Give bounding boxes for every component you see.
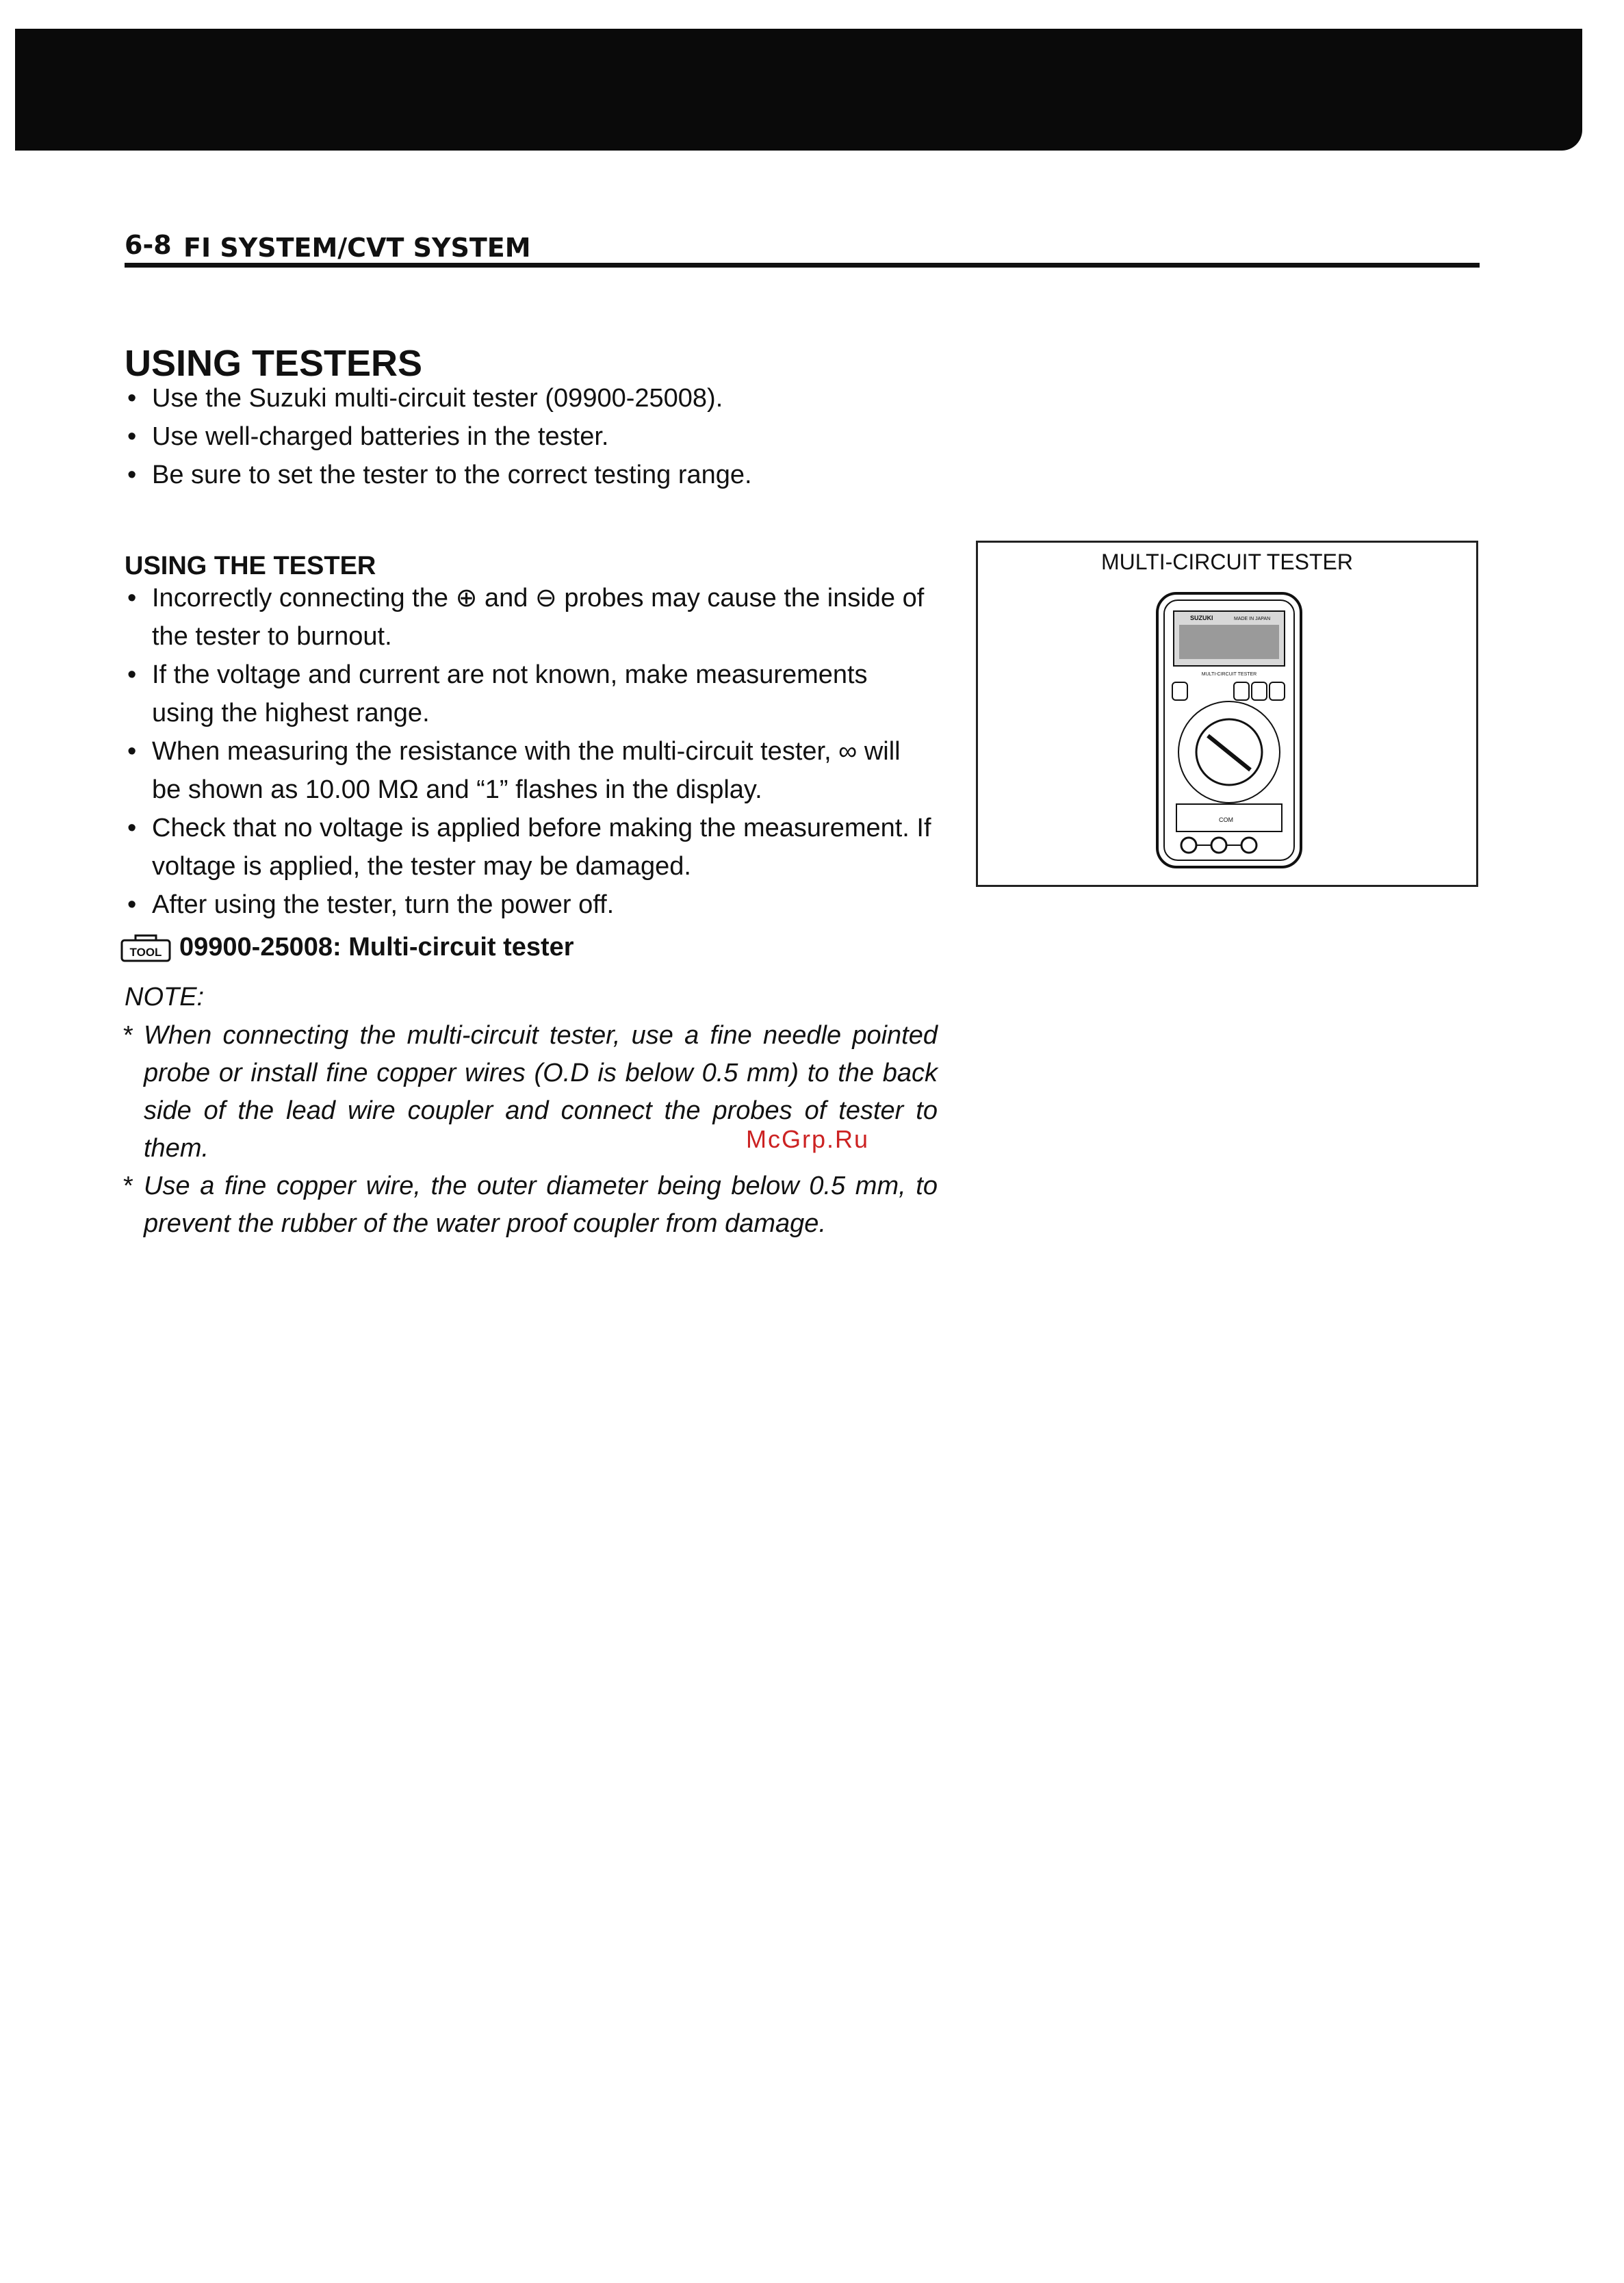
page-number: 6-8 <box>125 230 172 260</box>
brand-label: SUZUKI <box>1190 615 1213 621</box>
watermark: McGrp.Ru <box>746 1125 870 1153</box>
list-item: • After using the tester, turn the power off. <box>125 886 932 924</box>
list-item: • Use the Suzuki multi-circuit tester (09900-25008). <box>125 379 877 417</box>
list-item: • When measuring the resistance with the multi-circuit tester, ∞ will be shown as 10.00 MΩ and “1” flashes in the display. <box>125 732 932 809</box>
list-item: • Use well-charged batteries in the tester. <box>125 417 877 456</box>
figure-box <box>976 541 1478 887</box>
model-label: MULTI-CIRCUIT TESTER <box>1201 672 1257 677</box>
subtitle: USING THE TESTER <box>125 552 376 580</box>
tester-bullet-list <box>125 579 932 924</box>
top-black-bar <box>15 29 1582 151</box>
main-title: USING TESTERS <box>125 343 423 384</box>
section-title: FI SYSTEM/CVT SYSTEM <box>183 233 531 263</box>
page-header <box>125 230 1480 271</box>
com-label: COM <box>1219 816 1233 823</box>
tool-reference <box>120 932 574 962</box>
figure-caption: MULTI-CIRCUIT TESTER <box>1100 550 1353 574</box>
intro-bullet-list <box>125 379 877 494</box>
note-item: * Use a fine copper wire, the outer diameter being below 0.5 mm, to prevent the rubber of the water proof coupler from damage. <box>123 1168 938 1243</box>
tool-reference-text: 09900-25008: Multi-circuit tester <box>179 932 574 962</box>
list-item: • Incorrectly connecting the ⊕ and ⊖ probes may cause the inside of the tester to burnout. <box>125 579 932 656</box>
toolbox-icon <box>120 932 171 962</box>
made-in-label: MADE IN JAPAN <box>1234 617 1271 621</box>
note-label: NOTE: <box>125 983 205 1011</box>
note-item: * When connecting the multi-circuit tester, use a fine needle pointed probe or install fine copper wires (O.D is below 0.5 mm) to the back side of the lead wire coupler and connect the probes of tester to them. <box>123 1017 938 1168</box>
header-rule <box>125 263 1480 268</box>
list-item: • Check that no voltage is applied before making the measurement. If voltage is applied, the tester may be damaged. <box>125 809 932 886</box>
multi-circuit-tester-illustration <box>1153 591 1305 871</box>
list-item: • Be sure to set the tester to the correct testing range. <box>125 456 877 494</box>
list-item: • If the voltage and current are not known, make measurements using the highest range. <box>125 656 932 732</box>
tool-icon-label: TOOL <box>129 946 162 959</box>
